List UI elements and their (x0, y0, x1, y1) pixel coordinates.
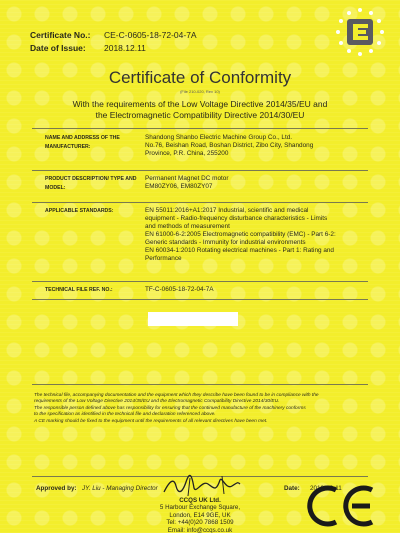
form-reference: (File 210-020, Rev 10) (180, 89, 220, 94)
fine-print-line: The responsible person defined above has responsibility for ensuring that the continued manufacture of the machinery conforms (34, 405, 306, 411)
divider (32, 384, 368, 385)
requirements-line: With the requirements of the Low Voltage Directive 2014/35/EU and (72, 99, 328, 109)
fine-print-line: requirements of the Low Voltage Directive 2014/35/EU and the Electromagnetic Compatibility Directive 2014/30/EU. (34, 399, 280, 405)
compliance-statement (34, 393, 374, 425)
standards-value (145, 207, 380, 263)
manufacturer-line: No.76, Beishan Road, Boshan District, Zibo City, Shandong (145, 142, 314, 149)
product-line: EM80ZY06, EM80ZY07 (145, 183, 213, 190)
approver-name: JY. Liu - Managing Director (82, 485, 158, 492)
requirements-line: the Electromagnetic Compatibility Directive 2014/30/EU (95, 110, 305, 120)
standard-line: Generic standards - Immunity for industrial environments (145, 239, 306, 246)
product-value (145, 175, 380, 191)
date-of-issue: 2018.12.11 (104, 43, 146, 53)
standard-line: EN 61000-6-2:2005 Electromagnetic compatibility (EMC) - Part 6-2: (145, 231, 336, 238)
standard-line: EN 60034-1:2010 Rotating electrical machines - Part 1: Rating and (145, 247, 334, 254)
address-line: London, E14 9GE, UK (169, 511, 231, 519)
ce-mark-icon (300, 482, 380, 530)
standard-line: equipment - Radio-frequency disturbance characteristics - Limits (145, 215, 328, 222)
approval-date-label: Date: (284, 485, 300, 492)
fine-print-line: A CE marking should be fixed to the equipment until the requirements of all relevant directives have been met. (34, 418, 268, 424)
divider (32, 202, 368, 203)
fine-print-line: to the specification as identified in the technical file and declaration referenced above. (34, 412, 216, 418)
page-title: Certificate of Conformity (108, 68, 292, 87)
signature-icon (160, 474, 242, 498)
redacted-area (148, 312, 238, 326)
e-certification-logo-icon (334, 6, 386, 58)
issuer-company: CCQS UK Ltd. (179, 497, 221, 504)
approval-date: 2018-12-11 (310, 485, 342, 492)
approved-by-label: Approved by: (36, 485, 77, 492)
address-line: Tel: +44(0)20 7868 1509 (166, 519, 234, 527)
manufacturer-line: Shandong Shanbo Electric Machine Group Co., Ltd. (145, 134, 293, 141)
technical-file-label: TECHNICAL FILE REF. NO.: (45, 287, 113, 293)
manufacturer-label: NAME AND ADDRESS OF THE MANUFACTURER: (45, 135, 120, 150)
manufacturer-value (145, 134, 380, 158)
address-line: 5 Harbour Exchange Square, (159, 504, 241, 512)
divider (32, 170, 368, 171)
issuer-address (140, 497, 260, 533)
certificate-number-label: Certificate No.: (30, 30, 91, 40)
certificate-number: CE-C-0605-18-72-04-7A (104, 30, 197, 40)
divider (32, 299, 368, 300)
divider (32, 281, 368, 282)
product-line: Permanent Magnet DC motor (145, 175, 229, 182)
standard-line: EN 55011:2016+A1:2017 Industrial, scientific and medical (145, 207, 309, 214)
date-of-issue-label: Date of Issue: (30, 43, 86, 53)
address-line: Email: info@ccqs.co.uk (167, 526, 233, 533)
manufacturer-line: Province, P.R. China, 255200 (145, 150, 229, 157)
fine-print-line: The technical file, accompanying documentation and the equipment which they describe have been found to be in compliance with the (34, 393, 319, 398)
product-label: PRODUCT DESCRIPTION/ TYPE AND MODEL: (45, 176, 137, 191)
standard-line: and methods of measurement (145, 223, 230, 230)
standard-line: Performance (145, 255, 182, 262)
standards-label: APPLICABLE STANDARDS: (45, 208, 114, 214)
technical-file-value: TF-C-0605-18-72-04-7A (145, 286, 214, 293)
divider (32, 128, 368, 129)
directive-requirements (20, 99, 380, 121)
